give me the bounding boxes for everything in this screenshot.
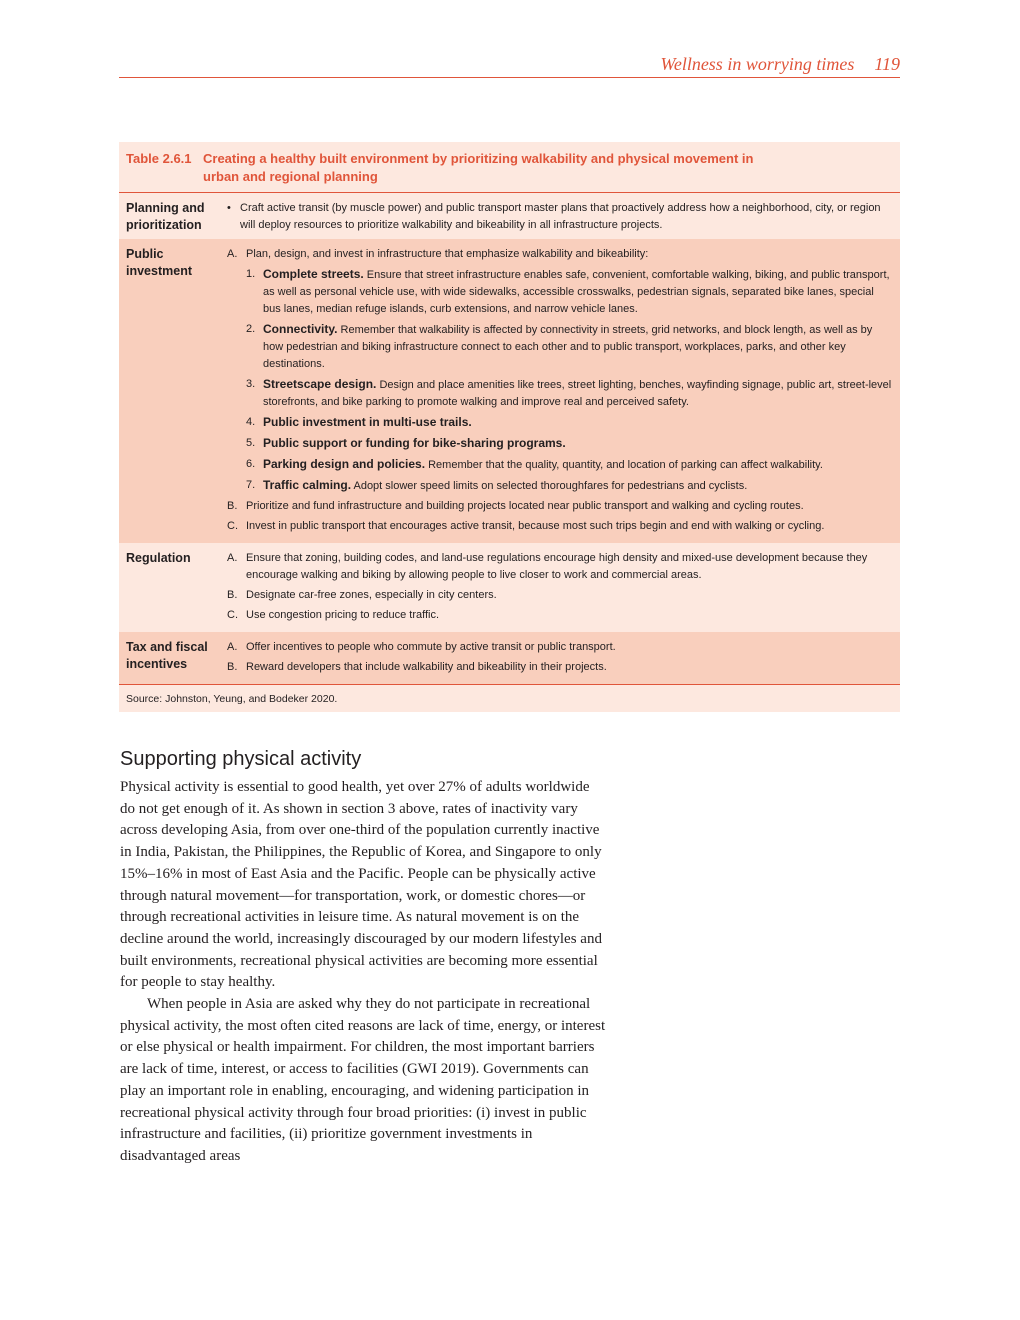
sub-bold: Streetscape design. [263, 377, 377, 391]
sub-text: Ensure that street infrastructure enables safe, convenient, comfortable walking, biking, and public transport, as well as personal vehicle use, with wide sidewalks, accessible crosswalks, pedestrian signals, separated bike lanes, special bus lanes, median refuge islands, curb extensions, and narrow vehicle lanes. [263, 269, 890, 315]
item-marker: A. [227, 552, 238, 564]
item-text: Offer incentives to people who commute by active transit or public transport. [246, 641, 616, 653]
table-row-public-investment [119, 239, 900, 543]
item-marker: B. [227, 589, 238, 601]
table-source: Source: Johnston, Yeung, and Bodeker 2020. [119, 684, 900, 712]
item-text: Invest in public transport that encourages active transit, because most such trips begin and end with walking or cycling. [246, 520, 825, 532]
table-row-planning [119, 193, 900, 239]
sub-text: Design and place amenities like trees, street lighting, benches, wayfinding signage, public art, street-level storefronts, and bike parking to promote walking and improve real and perceived safety. [263, 379, 892, 408]
item-marker: B. [227, 500, 238, 512]
sub-bold: Public investment in multi-use trails. [263, 415, 472, 429]
row-label: Tax and fiscal incentives [126, 640, 208, 671]
table-title-bar [119, 142, 900, 193]
item-marker: A. [227, 248, 238, 260]
sub-marker: 2. [246, 323, 256, 335]
sub-bold: Public support or funding for bike-sharing programs. [263, 436, 566, 450]
bullet-marker: • [227, 202, 231, 214]
paragraph: When people in Asia are asked why they do not participate in recreational physical activity, the most often cited reasons are lack of time, energy, or interest or else physical or health impairment. For children, the most important barriers are lack of time, interest, or access to facilities (GWI 2019). Governments can play an important role in enabling, encouraging, and widening participation in recreational physical activity through four broad priorities: (i) invest in public infrastructure and facilities, (ii) prioritize government investments in disadvantaged areas [120, 996, 606, 1164]
sub-marker: 6. [246, 458, 256, 470]
item-text: Prioritize and fund infrastructure and building projects located near public transport and walking and cycling routes. [246, 500, 804, 512]
sub-marker: 4. [246, 416, 256, 428]
sub-marker: 7. [246, 479, 256, 491]
sub-item [246, 435, 893, 453]
table-number: Table 2.6.1 [126, 151, 192, 166]
item-text: Use congestion pricing to reduce traffic. [246, 609, 440, 621]
list-item [227, 550, 893, 584]
page-number: 119 [874, 54, 900, 74]
list-item [227, 659, 893, 676]
list-item [227, 518, 893, 535]
row-label: Regulation [126, 551, 191, 565]
list-item [227, 639, 893, 656]
running-head [119, 52, 900, 78]
table-row-tax-incentives [119, 632, 900, 684]
sub-text: Remember that the quality, quantity, and location of parking can affect walkability. [428, 459, 823, 471]
item-text: Designate car-free zones, especially in city centers. [246, 589, 497, 601]
body-text [120, 777, 606, 1168]
row-body [227, 246, 893, 538]
item-text: Ensure that zoning, building codes, and land-use regulations encourage high density and mixed-use development because they encourage walking and biking by allowing people to live closer to work and commercial areas. [246, 552, 868, 581]
item-text: Reward developers that include walkability and bikeability in their projects. [246, 661, 607, 673]
sub-item [246, 414, 893, 432]
bullet-item [227, 200, 893, 234]
list-item [227, 246, 893, 263]
row-body [227, 200, 893, 234]
row-body [227, 550, 893, 627]
sub-text: Remember that walkability is affected by connectivity in streets, grid networks, and block length, as well as by how pedestrian and biking infrastructure connect to each other and to public transport, workplaces, parks, and other key destinations. [263, 324, 873, 370]
running-title: Wellness in worrying times [660, 54, 855, 74]
sub-item [246, 376, 893, 411]
sub-item [246, 477, 893, 495]
sub-item [246, 266, 893, 318]
section-heading: Supporting physical activity [120, 748, 362, 770]
row-label: Public investment [126, 247, 192, 278]
table-2-6-1 [119, 142, 900, 712]
sub-item [246, 456, 893, 474]
sub-marker: 3. [246, 378, 256, 390]
sub-item [246, 321, 893, 373]
sub-bold: Parking design and policies. [263, 457, 426, 471]
sub-bold: Connectivity. [263, 322, 338, 336]
sub-bold: Complete streets. [263, 267, 364, 281]
item-marker: A. [227, 641, 238, 653]
item-marker: C. [227, 520, 238, 532]
list-item [227, 498, 893, 515]
bullet-text: Craft active transit (by muscle power) and public transport master plans that proactively address how a neighborhood, city, or region will deploy resources to prioritize walkability and bikeability in all infrastructure projects. [240, 202, 881, 231]
item-text: Plan, design, and invest in infrastructure that emphasize walkability and bikeability: [246, 248, 649, 260]
row-label: Planning and prioritization [126, 201, 205, 232]
item-marker: B. [227, 661, 238, 673]
sub-text: Adopt slower speed limits on selected thoroughfares for pedestrians and cyclists. [353, 480, 748, 492]
item-marker: C. [227, 609, 238, 621]
paragraph: Physical activity is essential to good health, yet over 27% of adults worldwide do not get enough of it. As shown in section 3 above, rates of inactivity vary across developing Asia, from over one-third of the population currently inactive in India, Pakistan, the Philippines, the Republic of Korea, and Singapore to only 15%–16% in most of East Asia and the Pacific. People can be physically active through natural movement—for transportation, work, or domestic chores—or through recreational activities in leisure time. As natural movement is on the decline around the world, increasingly discouraged by our modern lifestyles and built environments, recreational physical activities are becoming more essential for people to stay healthy. [120, 779, 602, 991]
table-title: Creating a healthy built environment by prioritizing walkability and physical movement in urban and regional planning [203, 151, 754, 184]
sub-marker: 1. [246, 268, 256, 280]
list-item [227, 607, 893, 624]
sub-bold: Traffic calming. [263, 478, 352, 492]
table-row-regulation [119, 543, 900, 632]
sub-marker: 5. [246, 437, 256, 449]
row-body [227, 639, 893, 679]
list-item [227, 587, 893, 604]
